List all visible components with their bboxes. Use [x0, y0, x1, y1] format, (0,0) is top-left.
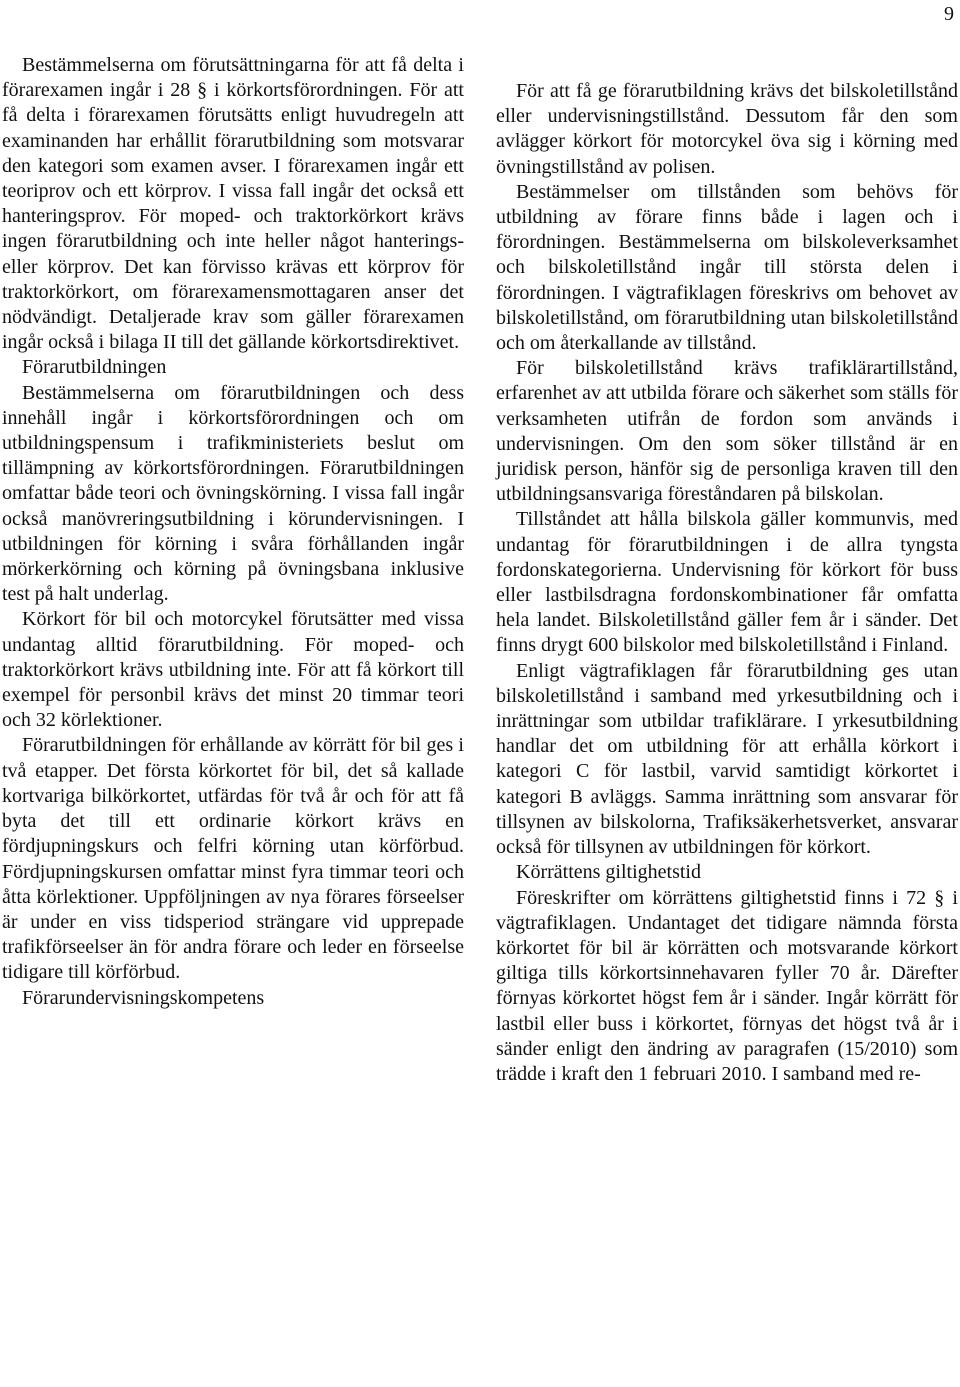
section-heading: Förarutbildningen	[22, 356, 167, 379]
paragraph: För att få ge förarutbildning krävs det bilskoletillstånd eller undervisningstillstånd. Dessutom får den som avlägger körkort för motorcykel öva sig i körning med övningstillstånd av polisen.	[496, 80, 958, 178]
paragraph: Bestämmelser om tillstånden som behövs för utbildning av förare finns både i lagen och i förordningen. Bestämmelserna om bilskoleverksamhet och bilskoletillstånd ingår till största delen i förordningen. I vägtrafiklagen föreskrivs om behovet av bilskoletillstånd, om förarutbildning utan bilskoletillstånd och om återkallande av tillstånd.	[496, 180, 958, 355]
page-number: 9	[944, 3, 954, 25]
right-column	[496, 79, 958, 1087]
paragraph: Föreskrifter om körrättens giltighetstid finns i 72 § i vägtrafiklagen. Undantaget det tidigare nämnda första körkortet för bil är körrätten och motsvarande körkort giltiga tills körkortsinnehavaren fyller 70 år. Därefter förnyas körkortet högst fem år i sänder. Ingår körrätt för lastbil eller buss i körkortet, förnyas det högst två år i sänder enligt den ändring av paragrafen (15/2010) som trädde i kraft den 1 februari 2010. I samband med re-	[496, 886, 958, 1085]
paragraph: Enligt vägtrafiklagen får förarutbildning ges utan bilskoletillstånd i samband med yrkesutbildning och i inrättningar som utbildar trafiklärare. I yrkesutbildning handlar det om utbildning för att erhålla körkort i kategori C för lastbil, varvid samtidigt körkortet i kategori B avläggs. Samma inrättning som ansvarar för tillsynen av bilskolorna, Trafiksäkerhetsverket, ansvarar också för tillsynen av utbildningen för körkort.	[496, 659, 958, 859]
section-heading: Förarundervisningskompetens	[22, 986, 265, 1009]
paragraph: Förarutbildningen för erhållande av körrätt för bil ges i två etapper. Det första körkortet för bil, det så kallade kortvariga bilkörkortet, utfärdas för två år och för att få byta det till ett ordinarie körkort krävs en fördjupningskurs och felfri körning utan körförbud. Fördjupningskursen omfattar minst fyra timmar teori och åtta körlektioner. Uppföljningen av nya förares förseelser är under en viss tidsperiod strängare vid upprepade trafikförseelser än för andra förare och leder en förseelse tidigare till körförbud.	[2, 734, 464, 984]
paragraph: För bilskoletillstånd krävs trafiklärartillstånd, erfarenhet av att utbilda förare och säkerhet som ställs för verksamheten utifrån de fordon som används i undervisningen. Om den som söker tillstånd är en juridisk person, hänför sig de personliga kraven till den utbildningsansvariga föreståndaren på bilskolan.	[496, 357, 958, 506]
left-column	[2, 53, 464, 1011]
paragraph: Tillståndet att hålla bilskola gäller kommunvis, med undantag för förarutbildningen i de allra tyngsta fordonskategorierna. Undervisning för körkort för buss eller lastbilsdragna fordonskombinationer får omfatta hela landet. Bilskoletillstånd gäller fem år i sänder. Det finns drygt 600 bilskolor med bilskoletillstånd i Finland.	[496, 508, 958, 657]
paragraph: Körkort för bil och motorcykel förutsätter med vissa undantag alltid förarutbildning. För moped- och traktorkörkort krävs utbildning inte. För att få körkort till exempel för personbil krävs det minst 20 timmar teori och 32 körlektioner.	[2, 608, 464, 732]
section-heading: Körrättens giltighetstid	[516, 861, 701, 884]
paragraph: Bestämmelserna om förarutbildningen och dess innehåll ingår i körkortsförordningen och om utbildningspensum i trafikministeriets beslut om tillämpning av körkortsförordningen. Förarutbildningen omfattar både teori och övningskörning. I vissa fall ingår också manövreringsutbildning i körundervisningen. I utbildningen för körning i svåra förhållanden ingår mörkerkörning och körning på övningsbana inklusive test på halt underlag.	[2, 381, 464, 606]
paragraph: Bestämmelserna om förutsättningarna för att få delta i förarexamen ingår i 28 § i körkortsförordningen. För att få delta i förarexamen förutsätts enligt huvudregeln att examinanden har erhållit förarutbildning som motsvarar den kategori som examen avser. I förarexamen ingår ett teoriprov och ett körprov. I vissa fall ingår det också ett hanteringsprov. För moped- och traktorkörkort krävs ingen förarutbildning och inte heller något hanterings- eller körprov. Det kan förvisso krävas ett körprov för traktorkörkort, om förarexamensmottagaren anser det nödvändigt. Detaljerade krav som gäller förarexamen ingår också i bilaga II till det gällande körkortsdirektivet.	[2, 54, 464, 354]
